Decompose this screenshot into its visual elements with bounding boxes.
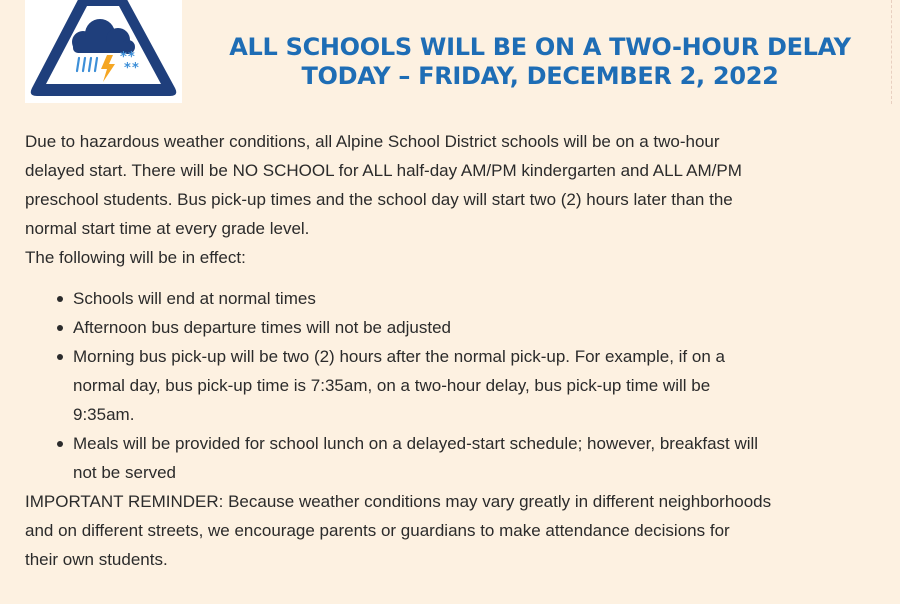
- list-item-text: not be served: [73, 463, 177, 482]
- weather-warning-logo: [25, 0, 182, 103]
- effects-list: [25, 284, 895, 487]
- page-edge-divider: [890, 0, 892, 104]
- list-item: [73, 313, 895, 342]
- list-item-text: 9:35am.: [73, 405, 135, 424]
- intro-line-3: preschool students. Bus pick-up times and the school day will start two (2) hours later than the: [25, 190, 733, 209]
- intro-line-4: normal start time at every grade level.: [25, 219, 310, 238]
- list-item-text: Meals will be provided for school lunch on a delayed-start schedule; however, breakfast will: [73, 434, 759, 453]
- list-item-text: Morning bus pick-up will be two (2) hours after the normal pick-up. For example, if on a: [73, 347, 725, 366]
- title-line-1: ALL SCHOOLS WILL BE ON A TWO-HOUR DELAY: [229, 33, 851, 61]
- list-item-text: Schools will end at normal times: [73, 289, 316, 308]
- reminder-line-1: IMPORTANT REMINDER: Because weather conditions may vary greatly in different neighborhoods: [25, 492, 772, 511]
- effect-heading: The following will be in effect:: [25, 248, 246, 267]
- reminder-paragraph: [25, 487, 895, 574]
- intro-paragraph: [25, 127, 895, 272]
- list-item: [73, 429, 895, 487]
- svg-text:*: *: [120, 50, 127, 65]
- page-title: [190, 33, 890, 91]
- list-item-text: normal day, bus pick-up time is 7:35am, on a two-hour delay, bus pick-up time will be: [73, 376, 711, 395]
- svg-text:*: *: [132, 61, 139, 76]
- announcement-body: [25, 127, 895, 574]
- reminder-line-2: and on different streets, we encourage parents or guardians to make attendance decisions for: [25, 521, 730, 540]
- weather-warning-icon: [25, 0, 182, 103]
- list-item: [73, 284, 895, 313]
- intro-line-2: delayed start. There will be NO SCHOOL for ALL half-day AM/PM kindergarten and ALL AM/PM: [25, 161, 742, 180]
- intro-line-1: Due to hazardous weather conditions, all Alpine School District schools will be on a two-hour: [25, 132, 720, 151]
- announcement-header: [0, 0, 900, 108]
- list-item: [73, 342, 895, 429]
- list-item-text: Afternoon bus departure times will not be adjusted: [73, 318, 452, 337]
- svg-text:*: *: [128, 50, 135, 65]
- svg-text:*: *: [124, 61, 131, 76]
- reminder-line-3: their own students.: [25, 550, 168, 569]
- title-line-2: TODAY – FRIDAY, DECEMBER 2, 2022: [301, 62, 779, 90]
